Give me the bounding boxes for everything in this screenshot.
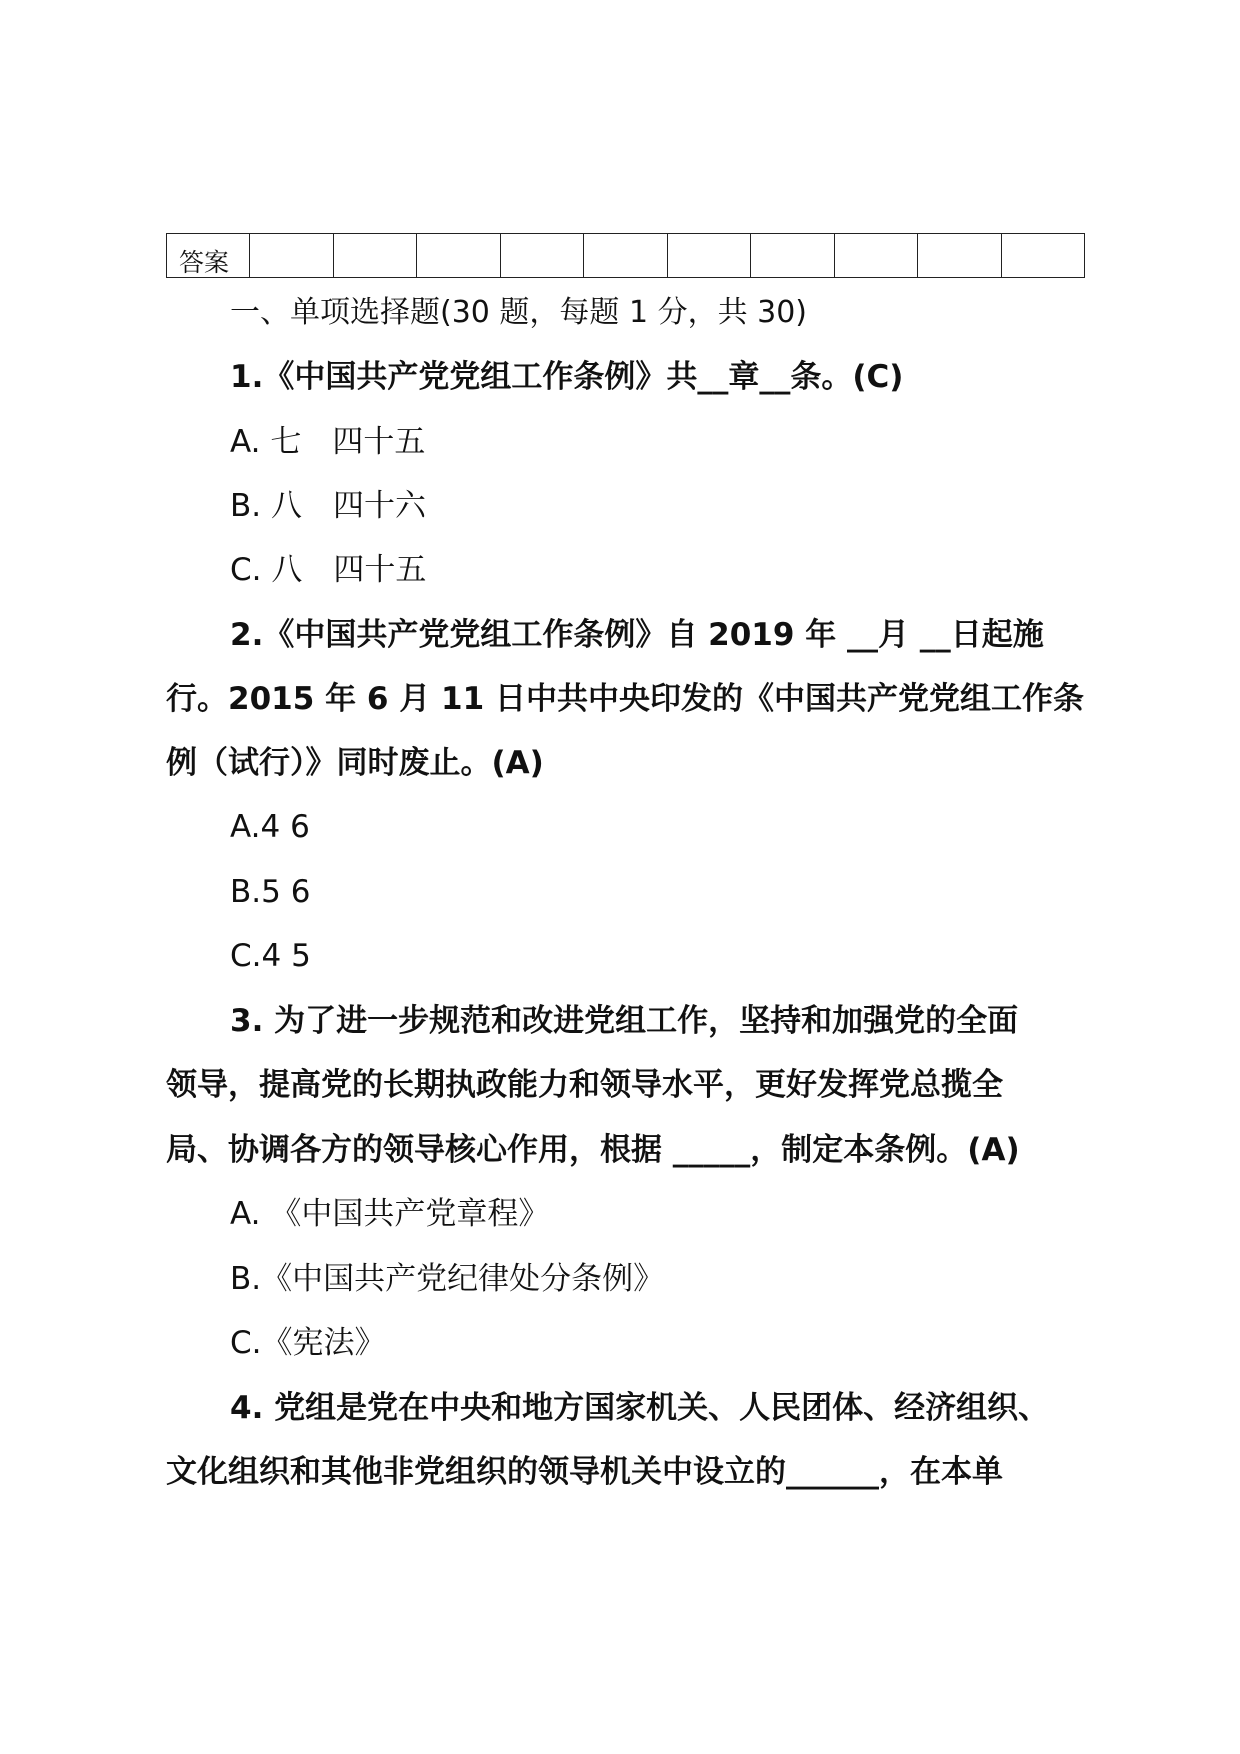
question-2-option-b: B.5 6 bbox=[230, 874, 311, 910]
question-2-option-a: A.4 6 bbox=[230, 809, 310, 845]
answer-row bbox=[167, 234, 1085, 278]
answer-cell[interactable] bbox=[417, 234, 500, 278]
answer-cell[interactable] bbox=[834, 234, 917, 278]
answer-table bbox=[166, 233, 1085, 278]
question-2-text-line-3: 例（试行）》同时废止。(A) bbox=[166, 745, 544, 781]
answer-cell[interactable] bbox=[1001, 234, 1084, 278]
answer-cell[interactable] bbox=[751, 234, 834, 278]
question-3-text-line-2: 领导，提高党的长期执政能力和领导水平，更好发挥党总揽全 bbox=[166, 1067, 1003, 1103]
answer-cell[interactable] bbox=[584, 234, 667, 278]
question-3-text-line-1: 3. 为了进一步规范和改进党组工作，坚持和加强党的全面 bbox=[230, 1003, 1019, 1039]
answer-cell[interactable] bbox=[333, 234, 416, 278]
question-1-option-b: B. 八 四十六 bbox=[230, 488, 426, 524]
question-2-text-line-2: 行。2015 年 6 月 11 日中共中央印发的《中国共产党党组工作条 bbox=[166, 681, 1084, 717]
question-1-text: 1.《中国共产党党组工作条例》共__章__条。(C) bbox=[230, 359, 904, 395]
section-title: 一、单项选择题(30 题，每题 1 分，共 30) bbox=[230, 295, 807, 330]
answer-cell[interactable] bbox=[667, 234, 750, 278]
question-4-text-line-2: 文化组织和其他非党组织的领导机关中设立的______，在本单 bbox=[166, 1454, 1003, 1490]
question-3-text-line-3: 局、协调各方的领导核心作用，根据 _____，制定本条例。(A) bbox=[166, 1132, 1020, 1168]
answer-cell[interactable] bbox=[500, 234, 583, 278]
answer-cell[interactable] bbox=[250, 234, 333, 278]
question-3-option-b: B.《中国共产党纪律处分条例》 bbox=[230, 1261, 665, 1297]
question-2-text-line-1: 2.《中国共产党党组工作条例》自 2019 年 __月 __日起施 bbox=[230, 617, 1044, 653]
question-1-option-c: C. 八 四十五 bbox=[230, 552, 427, 588]
question-3-option-a: A. 《中国共产党章程》 bbox=[230, 1196, 550, 1232]
answer-cell[interactable] bbox=[918, 234, 1001, 278]
question-1-option-a: A. 七 四十五 bbox=[230, 424, 426, 460]
answer-label: 答案 bbox=[167, 234, 250, 278]
question-3-option-c: C.《宪法》 bbox=[230, 1325, 386, 1361]
question-2-option-c: C.4 5 bbox=[230, 938, 311, 974]
question-4-text-line-1: 4. 党组是党在中央和地方国家机关、人民团体、经济组织、 bbox=[230, 1390, 1050, 1426]
